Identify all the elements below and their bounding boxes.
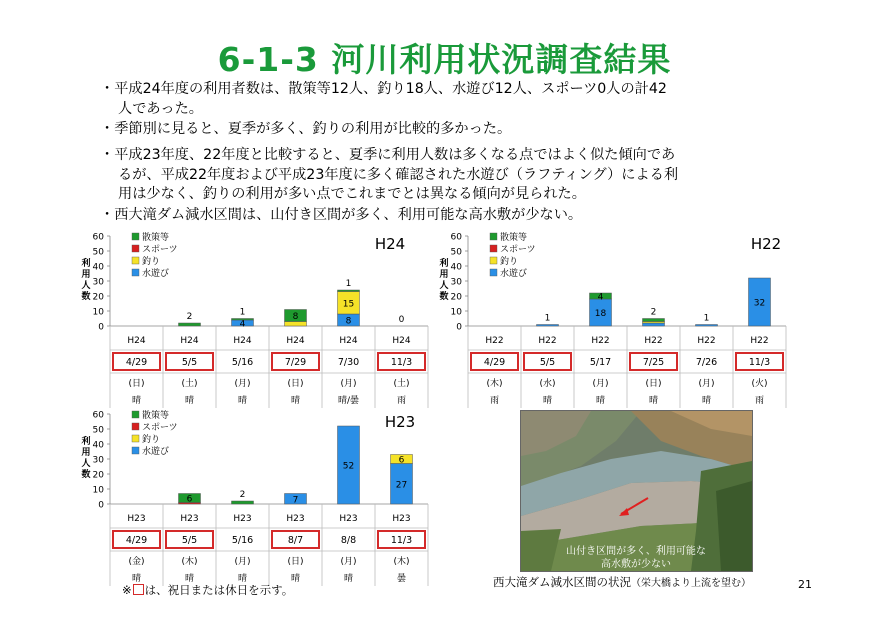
date-label: 7/30: [337, 357, 360, 368]
photo-overlay-line-1: 山付き区間が多く、利用可能な: [566, 546, 706, 557]
y-tick-label: 50: [92, 247, 104, 258]
y-tick-label: 0: [456, 322, 462, 333]
year-label: H24: [339, 336, 358, 346]
bar-top-label: 1: [544, 313, 551, 324]
bullet-2: [100, 120, 820, 140]
bullet-3-line-3: 用は少なく、釣りの利用が多い点でこれまでとは異なる傾向が見られた。: [118, 186, 586, 203]
date-label: 11/3: [390, 357, 413, 368]
weather-label: 晴: [131, 574, 142, 584]
footnote-prefix: ※: [122, 583, 132, 597]
bar-segment: [643, 319, 665, 322]
photo-caption: [493, 574, 751, 590]
bullet-3: [100, 146, 820, 205]
y-tick-label: 60: [92, 232, 104, 243]
weather-label: 晴: [290, 396, 301, 406]
weekday-label: (木): [393, 557, 410, 567]
weekday-label: (金): [128, 557, 145, 567]
legend-swatch: [490, 257, 497, 264]
bullet-3-line-1: ・平成23年度、22年度と比較すると、夏季に利用人数は多くなる点ではよく似た傾向であ: [100, 147, 676, 163]
date-label: 4/29: [125, 357, 148, 368]
weekday-label: (日): [287, 557, 304, 567]
date-label: 11/3: [748, 357, 771, 368]
year-label: H24: [233, 336, 252, 346]
date-label: 5/17: [589, 357, 612, 368]
weather-label: 晴: [701, 396, 712, 406]
photo-overlay-line-2: 高水敷が少ない: [601, 559, 671, 570]
legend-swatch: [490, 233, 497, 240]
bullet-4: [100, 206, 820, 226]
legend-swatch: [132, 435, 139, 442]
legend-label: 散策等: [500, 233, 528, 243]
chart-h24: [78, 228, 448, 408]
bar-segment: [338, 290, 360, 292]
date-label: 4/29: [483, 357, 506, 368]
weather-label: 晴: [542, 396, 553, 406]
bar-value-label: 8: [345, 316, 352, 327]
year-label: H22: [538, 336, 557, 346]
bar-segment: [285, 322, 307, 327]
legend-swatch: [132, 257, 139, 264]
date-label: 5/5: [181, 357, 198, 368]
year-label: H24: [180, 336, 199, 346]
date-label: 11/3: [390, 535, 413, 546]
y-tick-label: 20: [92, 292, 104, 303]
legend-swatch: [132, 245, 139, 252]
y-axis-label: 人: [81, 459, 91, 469]
chart-h22: [438, 228, 798, 408]
bar-value-label: 6: [186, 494, 193, 505]
weather-label: 晴: [184, 574, 195, 584]
weekday-label: (土): [393, 379, 410, 389]
river-photo: [520, 410, 753, 572]
weather-label: 雨: [396, 396, 407, 406]
bar-top-label: 0: [398, 315, 405, 325]
weather-label: 雨: [754, 396, 765, 406]
chart-title: H23: [384, 413, 416, 431]
weekday-label: (日): [645, 379, 662, 389]
weather-label: 曇: [396, 574, 407, 584]
weekday-label: (木): [181, 557, 198, 567]
legend-label: 釣り: [142, 435, 161, 445]
river-photo-image: [521, 411, 752, 571]
legend-label: スポーツ: [142, 423, 178, 433]
year-label: H23: [339, 514, 358, 524]
year-label: H24: [127, 336, 146, 346]
bullet-2-line-1: ・季節別に見ると、夏季が多く、釣りの利用が比較的多かった。: [100, 121, 512, 137]
year-label: H22: [644, 336, 663, 346]
y-tick-label: 60: [450, 232, 462, 243]
legend-swatch: [132, 423, 139, 430]
y-axis-label: 用: [81, 448, 91, 458]
holiday-box-icon: [133, 584, 144, 595]
date-label: 7/29: [284, 357, 307, 368]
legend-label: 釣り: [142, 257, 161, 267]
weather-label: 晴: [648, 396, 659, 406]
date-label: 7/25: [642, 357, 665, 368]
y-tick-label: 20: [92, 470, 104, 481]
bullet-1-line-2: 人であった。: [118, 100, 203, 117]
legend-label: 釣り: [500, 257, 519, 267]
legend-label: スポーツ: [500, 245, 536, 255]
date-label: 5/5: [181, 535, 198, 546]
bar-top-label: 1: [703, 313, 710, 324]
weekday-label: (土): [181, 379, 198, 389]
legend-swatch: [132, 233, 139, 240]
y-tick-label: 0: [98, 500, 104, 511]
bar-top-label: 1: [345, 279, 352, 289]
bullet-3-line-2: るが、平成22年度および平成23年度に多く確認された水遊び（ラフティング）による利: [118, 166, 679, 183]
y-tick-label: 30: [450, 277, 462, 288]
weather-label: 晴: [184, 396, 195, 406]
year-label: H22: [750, 336, 769, 346]
weather-label: 晴: [595, 396, 606, 406]
y-tick-label: 40: [92, 262, 104, 273]
y-axis-label: 用: [439, 270, 449, 280]
legend-label: 水遊び: [500, 269, 528, 279]
y-axis-label: 利: [439, 259, 449, 269]
date-label: 8/8: [340, 535, 357, 546]
year-label: H22: [591, 336, 610, 346]
bar-value-label: 4: [239, 319, 246, 330]
year-label: H22: [485, 336, 504, 346]
weather-label: 晴: [237, 396, 248, 406]
bar-segment: [537, 325, 559, 327]
legend-swatch: [490, 269, 497, 276]
bar-top-label: 1: [239, 307, 246, 318]
page-number: 21: [798, 578, 812, 591]
weekday-label: (月): [340, 379, 357, 389]
weather-label: 晴: [343, 574, 354, 584]
legend-label: 散策等: [142, 411, 170, 421]
weekday-label: (月): [340, 557, 357, 567]
weather-label: 雨: [489, 396, 500, 406]
y-tick-label: 10: [92, 485, 104, 496]
y-tick-label: 50: [92, 425, 104, 436]
y-axis-label: 利: [81, 259, 91, 269]
year-label: H24: [286, 336, 305, 346]
legend-label: 水遊び: [142, 447, 170, 457]
date-label: 8/7: [287, 535, 304, 546]
legend-swatch: [132, 269, 139, 276]
date-label: 7/26: [695, 357, 718, 368]
y-axis-label: 数: [81, 470, 91, 480]
bar-segment: [179, 323, 201, 326]
bar-top-label: 2: [239, 490, 246, 500]
y-tick-label: 50: [450, 247, 462, 258]
year-label: H23: [392, 514, 411, 524]
chart-title: H24: [374, 235, 406, 253]
bar-segment: [232, 501, 254, 504]
weekday-label: (日): [128, 379, 145, 389]
y-axis-label: 用: [81, 270, 91, 280]
year-label: H23: [233, 514, 252, 524]
photo-caption-note: （栄大橋より上流を望む）: [631, 578, 751, 589]
bar-top-label: 2: [186, 312, 193, 322]
bar-segment: [696, 325, 718, 327]
legend-label: 水遊び: [142, 269, 170, 279]
weather-label: 晴/曇: [337, 396, 360, 406]
chart-h23: [78, 406, 448, 586]
weather-label: 晴: [237, 574, 248, 584]
bar-value-label: 32: [753, 298, 766, 309]
y-axis-label: 利: [81, 437, 91, 447]
bar-value-label: 7: [292, 495, 299, 506]
bar-value-label: 27: [395, 480, 408, 491]
bar-segment: [643, 323, 665, 326]
bar-value-label: 15: [342, 299, 355, 310]
date-label: 5/16: [231, 535, 254, 546]
y-axis-label: 人: [439, 281, 449, 291]
y-axis-label: 人: [81, 281, 91, 291]
y-tick-label: 30: [92, 455, 104, 466]
date-label: 5/5: [539, 357, 556, 368]
weekday-label: (月): [234, 557, 251, 567]
bullet-1-line-1: ・平成24年度の利用者数は、散策等12人、釣り18人、水遊び12人、スポーツ0人の計42: [100, 81, 667, 97]
y-axis-label: 数: [81, 292, 91, 302]
date-label: 4/29: [125, 535, 148, 546]
bullet-4-line-1: ・西大滝ダム減水区間は、山付き区間が多く、利用可能な高水敷が少ない。: [100, 207, 583, 223]
bar-value-label: 18: [594, 309, 607, 319]
bar-value-label: 6: [398, 455, 405, 466]
weekday-label: (日): [287, 379, 304, 389]
slide-title: 6-1-3 河川利用状況調査結果: [217, 40, 672, 79]
weekday-label: (火): [751, 379, 768, 389]
y-tick-label: 10: [450, 307, 462, 318]
bar-segment: [232, 319, 254, 321]
y-tick-label: 40: [450, 262, 462, 273]
bar-value-label: 8: [292, 312, 299, 322]
weekday-label: (木): [486, 379, 503, 389]
y-axis-label: 数: [439, 292, 449, 302]
legend-swatch: [132, 447, 139, 454]
bar-top-label: 2: [650, 307, 657, 318]
y-tick-label: 60: [92, 410, 104, 421]
date-label: 5/16: [231, 357, 254, 368]
bar-value-label: 52: [342, 461, 355, 472]
weekday-label: (水): [539, 379, 556, 389]
chart-title: H22: [750, 235, 782, 253]
year-label: H23: [127, 514, 146, 524]
y-tick-label: 30: [92, 277, 104, 288]
year-label: H23: [286, 514, 305, 524]
legend-label: スポーツ: [142, 245, 178, 255]
year-label: H22: [697, 336, 716, 346]
legend-label: 散策等: [142, 233, 170, 243]
legend-swatch: [132, 411, 139, 418]
footnote: [122, 582, 293, 598]
legend-swatch: [490, 245, 497, 252]
weekday-label: (月): [698, 379, 715, 389]
weekday-label: (月): [234, 379, 251, 389]
y-tick-label: 20: [450, 292, 462, 303]
weather-label: 晴: [131, 396, 142, 406]
bullet-1: [100, 80, 820, 119]
year-label: H23: [180, 514, 199, 524]
footnote-text: は、祝日または休日を示す。: [144, 583, 294, 597]
bar-value-label: 4: [597, 292, 604, 303]
weekday-label: (月): [592, 379, 609, 389]
y-tick-label: 40: [92, 440, 104, 451]
weather-label: 晴: [290, 574, 301, 584]
photo-caption-text: 西大滝ダム減水区間の状況: [493, 575, 631, 589]
y-tick-label: 10: [92, 307, 104, 318]
y-tick-label: 0: [98, 322, 104, 333]
year-label: H24: [392, 336, 411, 346]
